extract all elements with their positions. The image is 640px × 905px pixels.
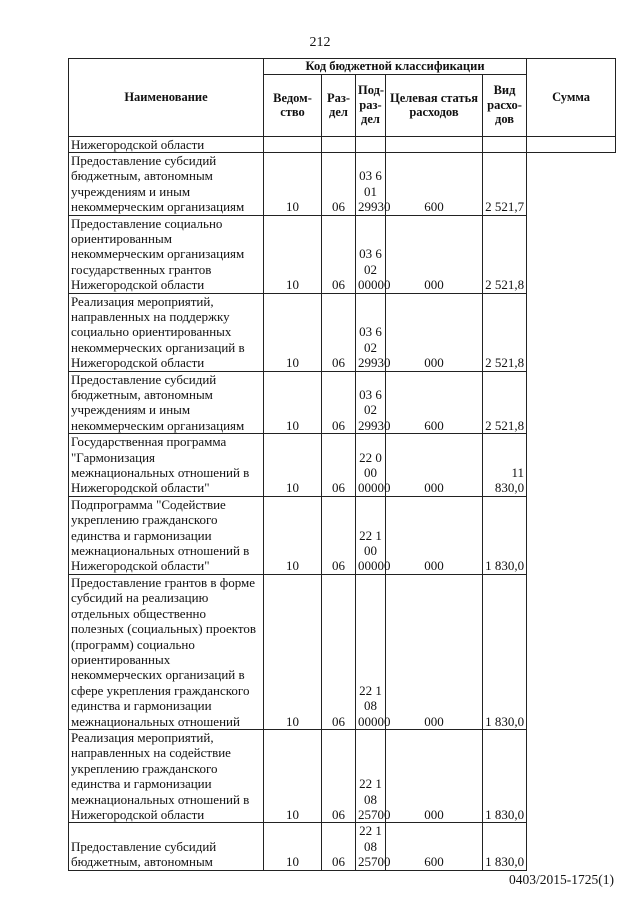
row-target-article: 03 6 02 29930 [356,293,386,371]
row-sum: 1 830,0 [483,729,527,822]
budget-table [68,58,616,871]
row-sum: 1 830,0 [483,496,527,574]
row-department [264,136,322,152]
row-sum: 1 830,0 [483,574,527,729]
row-sum: 11 830,0 [483,434,527,497]
row-target-article: 03 6 02 00000 [356,215,386,293]
table-row [69,574,616,729]
row-sum: 1 830,0 [483,823,527,870]
row-department: 10 [264,434,322,497]
row-section: 06 [322,729,356,822]
row-sum: 2 521,8 [483,293,527,371]
row-expense-type: 000 [386,496,483,574]
row-expense-type: 000 [386,215,483,293]
row-name: Предоставление субсидий бюджетным, автономным учреждениям и иным некоммерческим организациям [69,371,264,434]
row-target-article: 22 1 08 25700 [356,729,386,822]
row-sum [527,136,616,152]
row-section: 06 [322,574,356,729]
table-row [69,823,616,870]
row-department: 10 [264,371,322,434]
row-department: 10 [264,823,322,870]
row-name: Государственная программа "Гармонизация межнациональных отношений в Нижегородской области" [69,434,264,497]
row-section: 06 [322,371,356,434]
page-number: 212 [309,35,331,50]
table-row [69,293,616,371]
row-target-article: 22 1 00 00000 [356,496,386,574]
row-subsection [356,136,386,152]
table-row [69,136,616,152]
header-section: Раз-дел [322,74,356,136]
table-row [69,729,616,822]
row-target-article: 22 0 00 00000 [356,434,386,497]
row-department: 10 [264,729,322,822]
row-section: 06 [322,434,356,497]
row-department: 10 [264,293,322,371]
header-subsection: Под-раз-дел [356,74,386,136]
header-expense-type: Вид расхо-дов [483,74,527,136]
table-row [69,371,616,434]
header-name: Наименование [69,59,264,137]
row-sum: 2 521,8 [483,371,527,434]
header-budget-classification: Код бюджетной классификации [264,59,527,75]
row-name: Нижегородской области [69,136,264,152]
row-section: 06 [322,293,356,371]
row-department: 10 [264,152,322,215]
row-section: 06 [322,823,356,870]
row-expense-type: 600 [386,371,483,434]
table-row [69,496,616,574]
row-expense-type: 600 [386,823,483,870]
row-target-article: 22 1 08 25700 [356,823,386,870]
row-sum: 2 521,8 [483,215,527,293]
row-target-article: 22 1 08 00000 [356,574,386,729]
row-target-article: 03 6 01 29930 [356,152,386,215]
row-expense-type: 000 [386,434,483,497]
row-name: Реализация мероприятий, направленных на содействие укреплению гражданского единства и гармонизации межнациональных отношений в Нижегородской области [69,729,264,822]
row-section: 06 [322,215,356,293]
row-expense-type: 000 [386,729,483,822]
table-row [69,434,616,497]
row-expense-type: 600 [386,152,483,215]
row-department: 10 [264,496,322,574]
row-name: Предоставление грантов в форме субсидий на реализацию отдельных общественно полезных (социальных) проектов (программ) социально ориентированных некоммерческих организаций в сфере укрепления гражданского единства и гармонизации межнациональных отношений [69,574,264,729]
row-department: 10 [264,574,322,729]
row-name: Реализация мероприятий, направленных на поддержку социально ориентированных некоммерческих организаций в Нижегородской области [69,293,264,371]
row-name: Предоставление субсидий бюджетным, автономным [69,823,264,870]
row-target-article: 03 6 02 29930 [356,371,386,434]
table-row [69,215,616,293]
header-target-article: Целевая статья расходов [386,74,483,136]
header-department: Ведом-ство [264,74,322,136]
row-section: 06 [322,152,356,215]
row-target-article [386,136,483,152]
row-name: Подпрограмма "Содействие укреплению гражданского единства и гармонизации межнациональных отношений в Нижегородской области" [69,496,264,574]
row-expense-type [483,136,527,152]
row-expense-type: 000 [386,574,483,729]
table-row [69,152,616,215]
row-department: 10 [264,215,322,293]
row-section: 06 [322,496,356,574]
row-name: Предоставление субсидий бюджетным, автономным учреждениям и иным некоммерческим организациям [69,152,264,215]
header-sum: Сумма [527,59,616,137]
row-sum: 2 521,7 [483,152,527,215]
row-expense-type: 000 [386,293,483,371]
row-name: Предоставление социально ориентированным некоммерческим организациям государственных грантов Нижегородской области [69,215,264,293]
document-code: 0403/2015-1725(1) [509,872,614,887]
row-section [322,136,356,152]
